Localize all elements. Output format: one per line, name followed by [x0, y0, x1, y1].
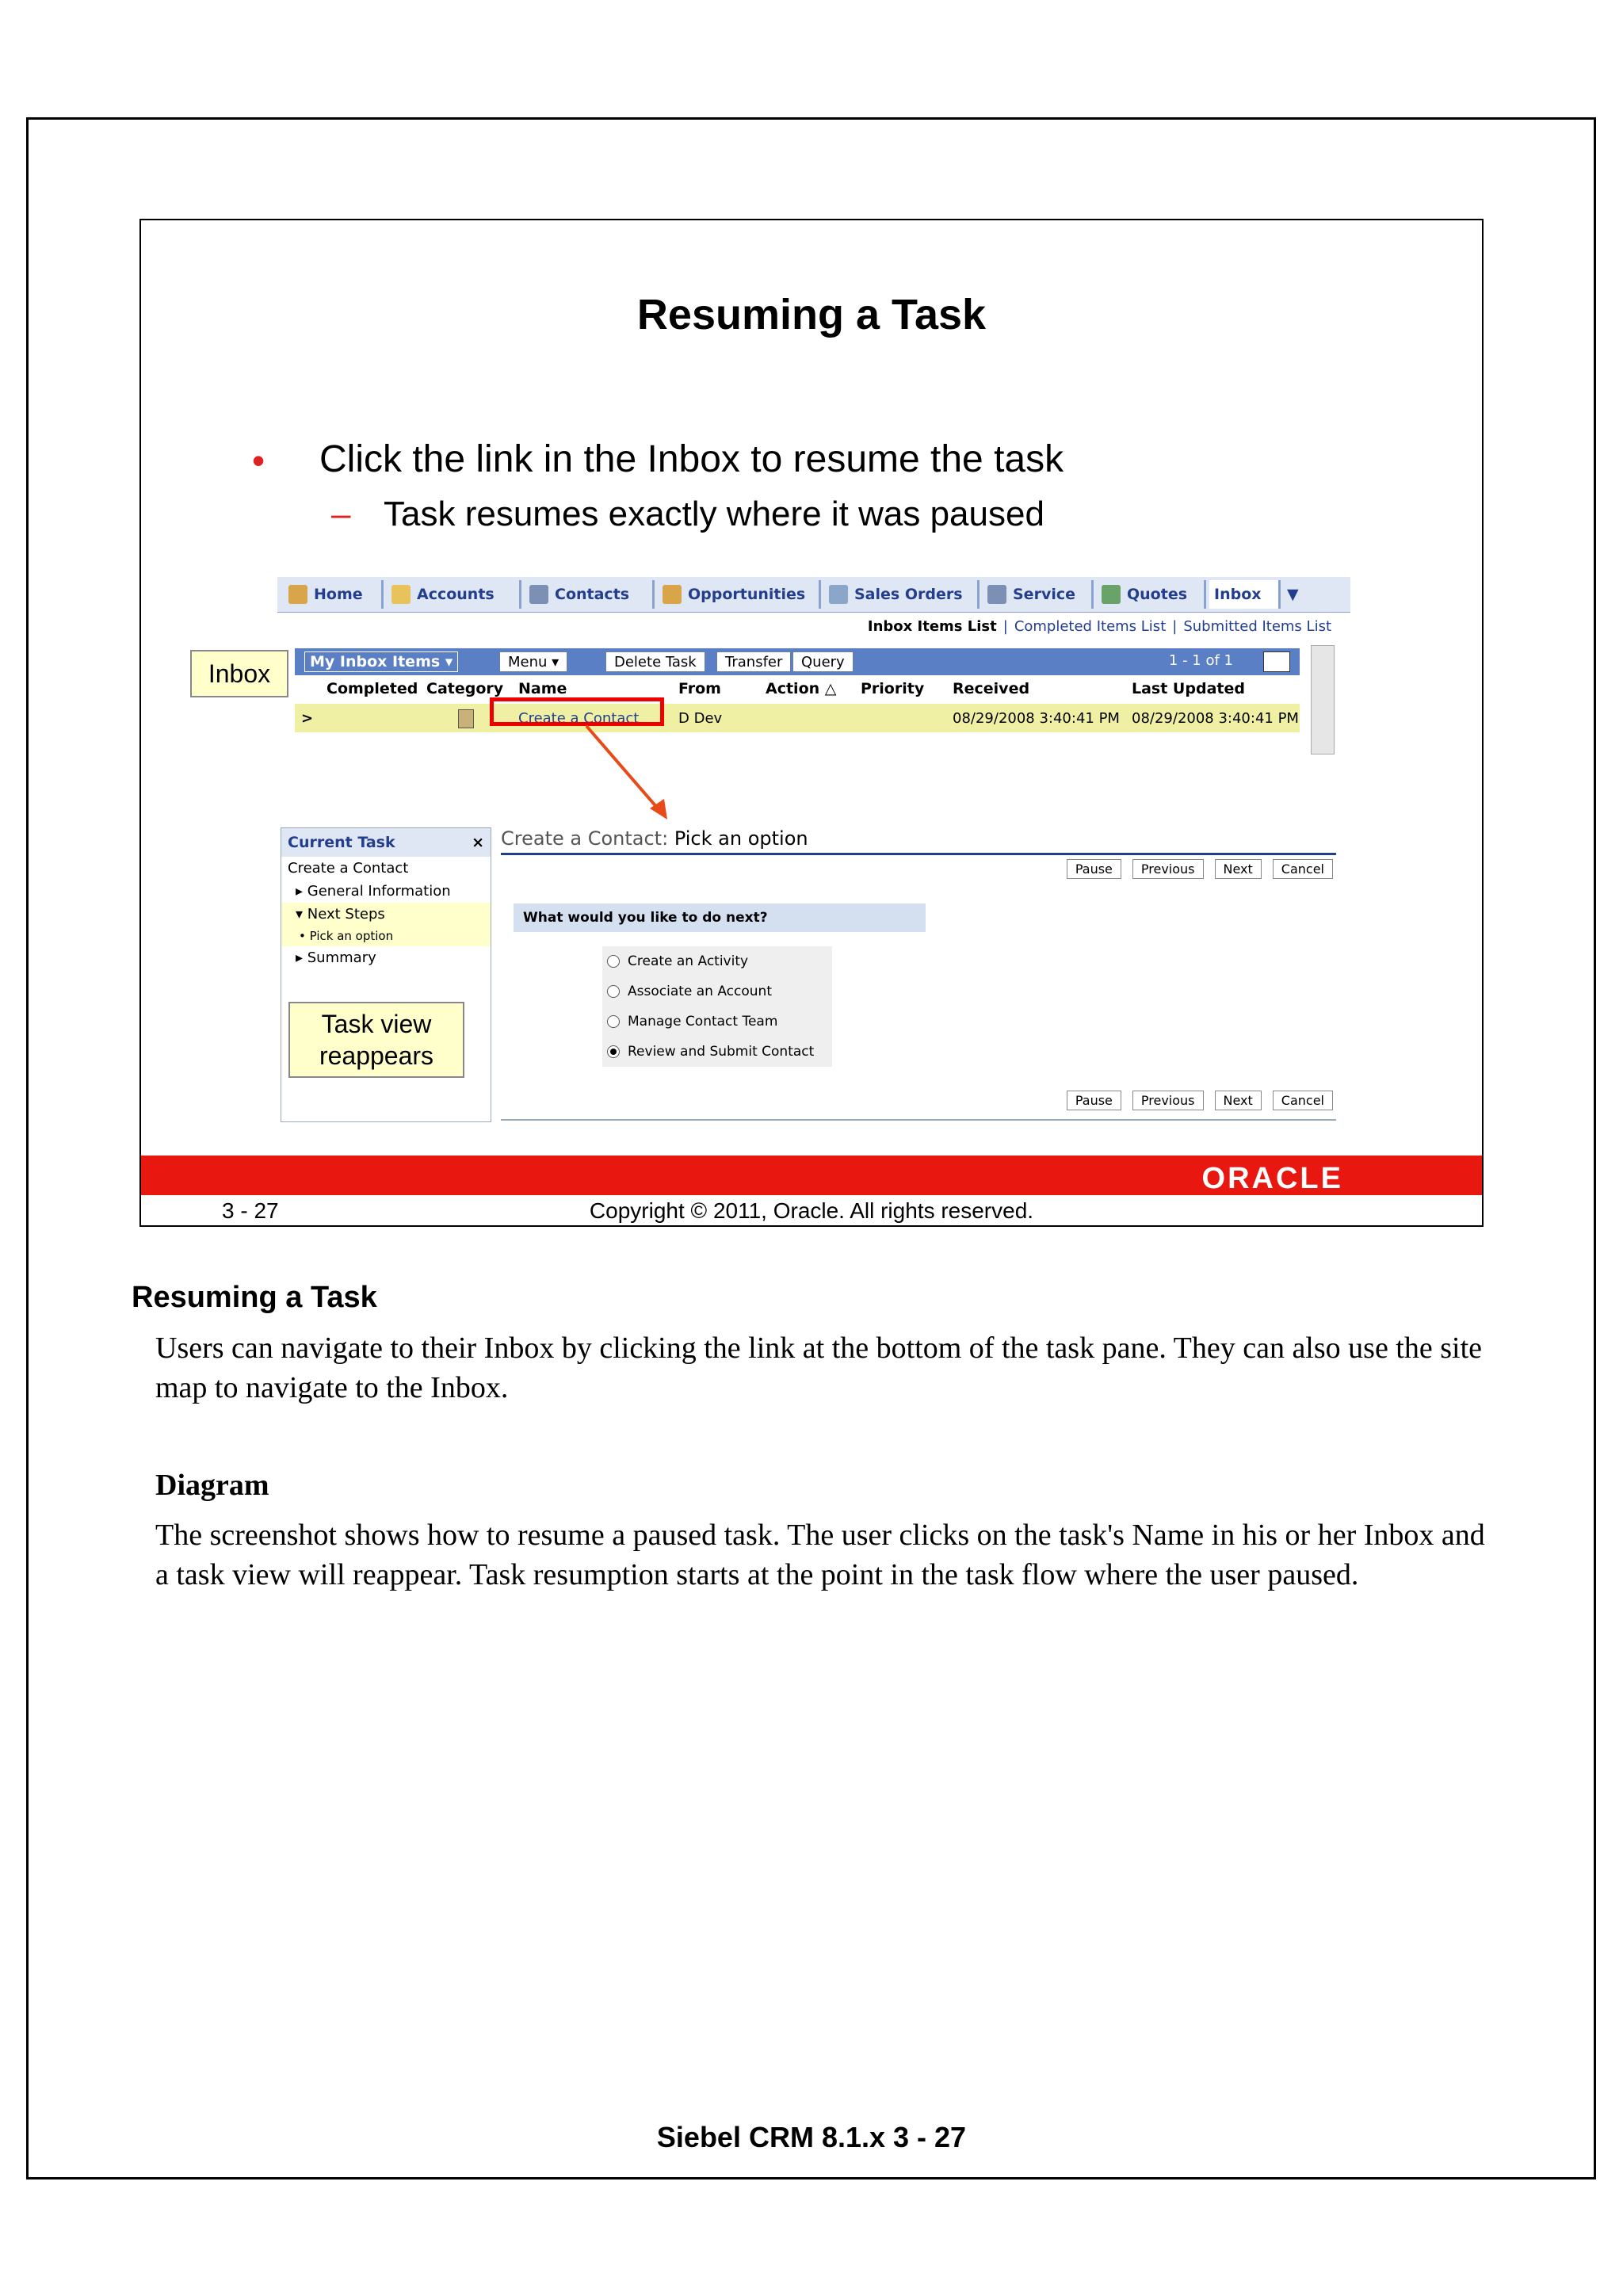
- tab-dropdown-icon[interactable]: ▼: [1287, 586, 1299, 603]
- column-header[interactable]: Last Updated: [1132, 680, 1245, 697]
- bullet-text: Click the link in the Inbox to resume the task: [319, 438, 1064, 480]
- previous-button[interactable]: Previous: [1132, 859, 1204, 879]
- task-panel-item[interactable]: • Pick an option: [281, 926, 491, 946]
- tab-label: Opportunities: [688, 586, 806, 603]
- column-header[interactable]: Received: [953, 680, 1030, 697]
- close-icon[interactable]: ×: [472, 834, 484, 851]
- notes-heading: Resuming a Task: [132, 1281, 377, 1314]
- link-completed-items[interactable]: Completed Items List: [1014, 618, 1167, 635]
- question-label: What would you like to do next?: [514, 904, 926, 932]
- column-header[interactable]: Category: [426, 680, 504, 697]
- row-marker: >: [301, 710, 314, 727]
- previous-button[interactable]: Previous: [1132, 1091, 1204, 1110]
- link-inbox-items[interactable]: Inbox Items List: [867, 618, 997, 635]
- option-label: Review and Submit Contact: [628, 1044, 815, 1060]
- task-title-prefix: Create a Contact:: [501, 827, 669, 850]
- received-cell: 08/29/2008 3:40:41 PM: [953, 710, 1120, 727]
- task-panel: [281, 827, 491, 1122]
- slide: [139, 219, 1484, 1227]
- tab-label: Inbox: [1214, 586, 1262, 603]
- option-group: [602, 946, 832, 1067]
- sub-bullet-text: Task resumes exactly where it was paused: [384, 495, 1044, 533]
- task-panel-header: [281, 828, 491, 857]
- pause-button[interactable]: Pause: [1067, 1091, 1121, 1110]
- next-button[interactable]: Next: [1215, 1091, 1262, 1110]
- transfer-button[interactable]: Transfer: [716, 651, 791, 672]
- column-header[interactable]: From: [678, 680, 721, 697]
- next-button[interactable]: Next: [1215, 859, 1262, 879]
- option-row[interactable]: [602, 1037, 832, 1067]
- task-panel-item[interactable]: ▸ Summary: [296, 949, 376, 966]
- tab-label: Home: [314, 586, 363, 603]
- column-header[interactable]: Priority: [861, 680, 925, 697]
- notes-paragraph: The screenshot shows how to resume a paused task. The user clicks on the task's Name in his or her Inbox and a task view will reappear. Task resumption starts at the point in the task flow where the user paused.: [155, 1519, 1485, 1591]
- task-panel-item[interactable]: ▸ General Information: [296, 883, 451, 900]
- radio-button[interactable]: [607, 955, 620, 968]
- task-buttons-top: [1067, 859, 1333, 879]
- task-panel-item: Create a Contact: [288, 860, 409, 877]
- task-view-callout: Task view reappears: [288, 1002, 464, 1078]
- tab-label: Quotes: [1127, 586, 1188, 603]
- record-count: 1 - 1 of 1: [1168, 652, 1233, 669]
- divider: [501, 1119, 1336, 1121]
- list-title-select[interactable]: My Inbox Items ▾: [304, 651, 458, 672]
- radio-button-selected[interactable]: [607, 1045, 620, 1058]
- list-title: My Inbox Items: [310, 653, 441, 670]
- sublinks: Inbox Items List | Completed Items List | Submitted Items List: [867, 618, 1331, 635]
- task-buttons-bottom: [1067, 1091, 1333, 1110]
- task-panel-item[interactable]: ▾ Next Steps: [281, 903, 491, 926]
- menu-button[interactable]: Menu ▾: [499, 651, 567, 672]
- radio-button[interactable]: [607, 1015, 620, 1028]
- task-title-step: Pick an option: [674, 827, 808, 850]
- bullet-marker: •: [252, 440, 265, 481]
- sub-bullet-marker: –: [331, 495, 351, 533]
- query-button[interactable]: Query: [792, 651, 854, 672]
- task-name-link[interactable]: Create a Contact: [518, 710, 640, 727]
- cancel-button[interactable]: Cancel: [1273, 859, 1333, 879]
- tab-label: Contacts: [555, 586, 630, 603]
- option-label: Manage Contact Team: [628, 1014, 778, 1030]
- from-cell: D Dev: [678, 710, 723, 727]
- task-view: [501, 827, 1336, 1129]
- option-row[interactable]: [602, 946, 832, 976]
- task-view-title: [501, 827, 1336, 855]
- copyright: Copyright © 2011, Oracle. All rights reserved.: [589, 1198, 1034, 1223]
- link-submitted-items[interactable]: Submitted Items List: [1183, 618, 1331, 635]
- oracle-footer-bar: [141, 1156, 1482, 1195]
- task-panel-title: Current Task: [288, 834, 395, 851]
- column-header[interactable]: Name: [518, 680, 567, 697]
- last-updated-cell: 08/29/2008 3:40:41 PM: [1132, 710, 1299, 727]
- page-footer: Siebel CRM 8.1.x 3 - 27: [656, 2121, 967, 2153]
- option-label: Create an Activity: [628, 953, 749, 969]
- tab-label: Sales Orders: [854, 586, 963, 603]
- notes-paragraph: Users can navigate to their Inbox by clicking the link at the bottom of the task pane. They can also use the site map to navigate to the Inbox.: [155, 1331, 1483, 1404]
- column-header[interactable]: Action △: [766, 680, 837, 697]
- option-label: Associate an Account: [628, 984, 772, 999]
- cancel-button[interactable]: Cancel: [1273, 1091, 1333, 1110]
- tab-label: Service: [1013, 586, 1075, 603]
- slide-number: 3 - 27: [222, 1198, 279, 1223]
- tab-label: Accounts: [417, 586, 495, 603]
- pause-button[interactable]: Pause: [1067, 859, 1121, 879]
- oracle-logo: ORACLE: [1201, 1162, 1343, 1195]
- option-row[interactable]: [602, 976, 832, 1007]
- option-row[interactable]: [602, 1007, 832, 1037]
- column-header[interactable]: Completed: [327, 680, 418, 697]
- notes-subheading: Diagram: [155, 1469, 269, 1502]
- delete-task-button[interactable]: Delete Task: [605, 651, 705, 672]
- arrow-line: [586, 726, 658, 808]
- inbox-callout: Inbox: [190, 650, 288, 697]
- radio-button[interactable]: [607, 985, 620, 998]
- slide-title: Resuming a Task: [636, 291, 987, 338]
